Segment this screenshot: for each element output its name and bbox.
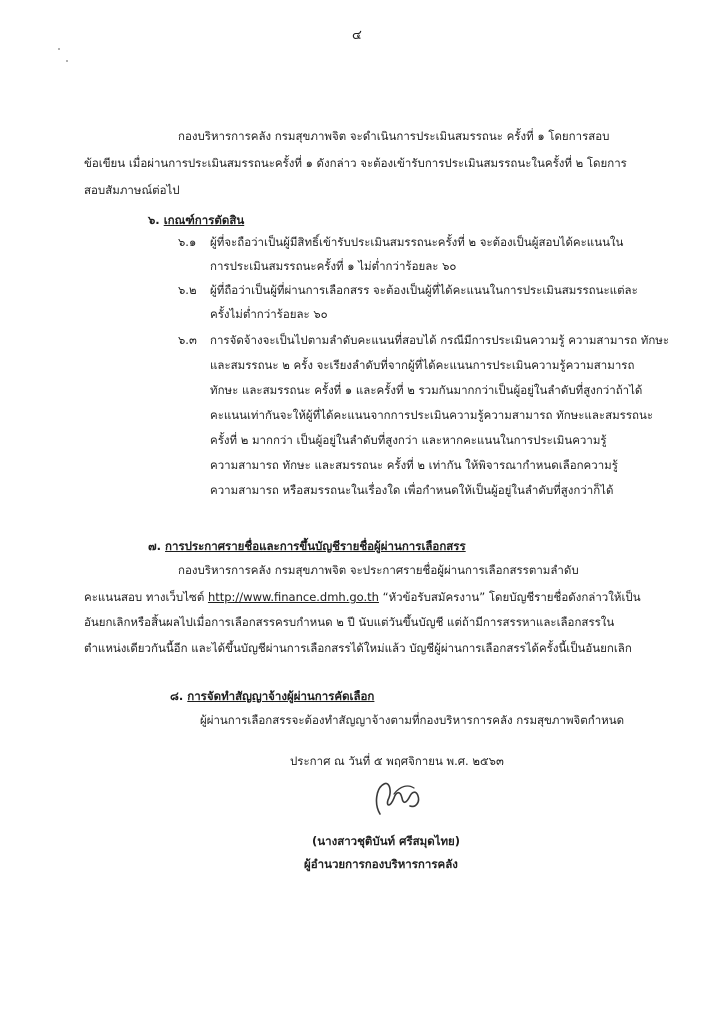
page-number: ๔ <box>352 28 362 43</box>
item-6-1-number: ๖.๑ <box>178 235 197 249</box>
section-6-title: เกณฑ์การตัดสิน <box>163 213 245 227</box>
item-6-3-line: คะแนนเท่ากันจะให้ผู้ที่ได้คะแนนจากการประเมินความรู้ความสามารถ ทักษะและสมรรถนะ <box>210 408 654 422</box>
section-7-line-4: ตำแหน่งเดียวกันนี้อีก และได้ขึ้นบัญชีผ่านการเลือกสรรได้ใหม่แล้ว บัญชีผู้ผ่านการเลือกสรรได้ครั้งนี้เป็นอันยกเลิก <box>84 641 632 655</box>
item-6-2-line-2: ครั้งไม่ต่ำกว่าร้อยละ ๖๐ <box>210 307 328 321</box>
item-6-3-line: ความสามารถ หรือสมรรถนะในเรื่องใด เพื่อกำหนดให้เป็นผู้อยู่ในลำดับที่สูงกว่าก็ได้ <box>210 483 614 497</box>
website-link[interactable]: http://www.finance.dmh.go.th <box>207 590 379 604</box>
item-6-3-line: ทักษะ และสมรรถนะ ครั้งที่ ๑ และครั้งที่ ๒ รวมกันมากกว่าเป็นผู้อยู่ในลำดับที่สูงกว่าถ้าได้ <box>210 383 643 397</box>
signature <box>370 774 426 822</box>
signer-name: (นางสาวชุติบันท์ ศรีสมุดไทย) <box>312 834 461 848</box>
section-8-line-1: ผู้ผ่านการเลือกสรรจะต้องทำสัญญาจ้างตามที่กองบริหารการคลัง กรมสุขภาพจิตกำหนด <box>200 713 625 727</box>
item-6-3-number: ๖.๓ <box>178 333 197 347</box>
item-6-3-line: การจัดจ้างจะเป็นไปตามลำดับคะแนนที่สอบได้ กรณีมีการประเมินความรู้ ความสามารถ ทักษะ <box>210 333 670 347</box>
section-7-line-2-prefix: คะแนนสอบ ทางเว็บไซต์ <box>84 590 205 604</box>
item-6-3-line: ความสามารถ ทักษะ และสมรรถนะ ครั้งที่ ๒ เท่ากัน ให้พิจารณากำหนดเลือกความรู้ <box>210 458 618 472</box>
scan-speck <box>66 60 68 62</box>
announcement-date: ประกาศ ณ วันที่ ๕ พฤศจิกายน พ.ศ. ๒๕๖๓ <box>290 754 504 768</box>
section-7-line-3: อันยกเลิกหรือสิ้นผลไปเมื่อการเลือกสรรครบกำหนด ๒ ปี นับแต่วันขึ้นบัญชี แต่ถ้ามีการสรรหาและเลือกสรรใน <box>84 615 615 629</box>
section-8-number: ๘. <box>170 689 184 703</box>
item-6-2-line-1: ผู้ที่ถือว่าเป็นผู้ที่ผ่านการเลือกสรร จะต้องเป็นผู้ที่ได้คะแนนในการประเมินสมรรถนะแต่ละ <box>210 283 638 297</box>
section-7-number: ๗. <box>148 539 162 553</box>
signer-title: ผู้อำนวยการกองบริหารการคลัง <box>304 857 458 871</box>
section-7-title: การประกาศรายชื่อและการขึ้นบัญชีรายชื่อผู้ผ่านการเลือกสรร <box>165 539 466 553</box>
section-6-number: ๖. <box>148 213 160 227</box>
item-6-3-line: ครั้งที่ ๒ มากกว่า เป็นผู้อยู่ในลำดับที่สูงกว่า และหากคะแนนในการประเมินความรู้ <box>210 433 607 447</box>
section-6-heading <box>148 212 244 228</box>
section-7-line-1: กองบริหารการคลัง กรมสุขภาพจิต จะประกาศรายชื่อผู้ผ่านการเลือกสรรตามลำดับ <box>178 563 579 577</box>
item-6-1-line-1: ผู้ที่จะถือว่าเป็นผู้มีสิทธิ์เข้ารับประเมินสมรรถนะครั้งที่ ๒ จะต้องเป็นผู้สอบได้คะแนนใน <box>210 235 624 249</box>
intro-line-2: ข้อเขียน เมื่อผ่านการประเมินสมรรถนะครั้งที่ ๑ ดังกล่าว จะต้องเข้ารับการประเมินสมรรถนะในครั้งที่ ๒ โดยการ <box>84 156 627 170</box>
section-8-title: การจัดทำสัญญาจ้างผู้ผ่านการคัดเลือก <box>187 689 375 703</box>
item-6-1-line-2: การประเมินสมรรถนะครั้งที่ ๑ ไม่ต่ำกว่าร้อยละ ๖๐ <box>210 259 457 273</box>
item-6-2-number: ๖.๒ <box>178 283 197 297</box>
intro-line-3: สอบสัมภาษณ์ต่อไป <box>84 183 180 197</box>
section-8-heading <box>170 688 374 704</box>
section-7-heading <box>148 538 466 554</box>
intro-line-1: กองบริหารการคลัง กรมสุขภาพจิต จะดำเนินการประเมินสมรรถนะ ครั้งที่ ๑ โดยการสอบ <box>178 129 610 143</box>
item-6-3-line: และสมรรถนะ ๒ ครั้ง จะเรียงลำดับที่จากผู้ที่ได้คะแนนการประเมินความรู้ความสามารถ <box>210 358 635 372</box>
section-7-line-2 <box>84 589 641 605</box>
scan-speck <box>58 48 60 50</box>
section-7-line-2-suffix: “หัวข้อรับสมัครงาน” โดยบัญชีรายชื่อดังกล่าวให้เป็น <box>382 590 641 604</box>
